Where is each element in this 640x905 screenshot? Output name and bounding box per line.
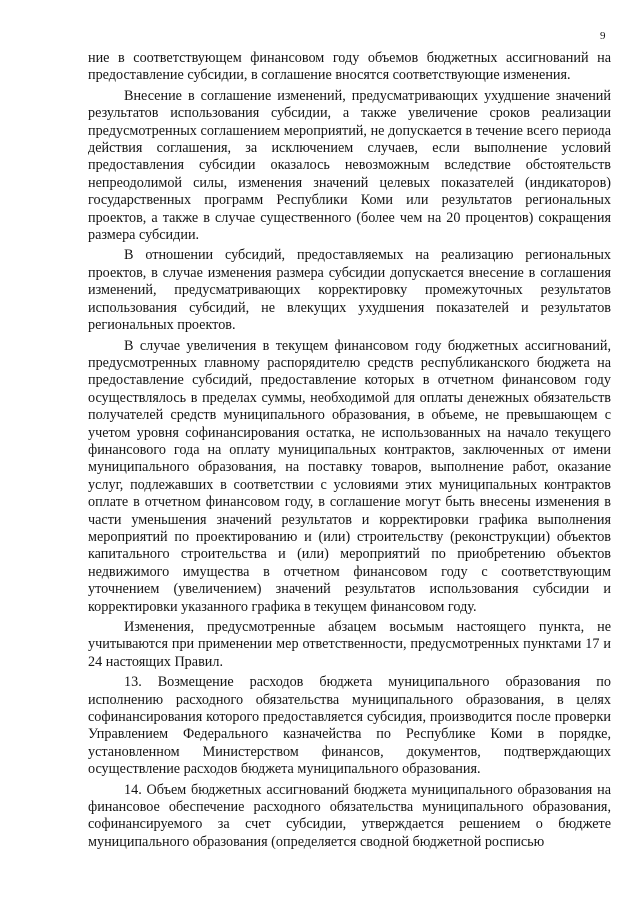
paragraph-regional-projects: В отношении субсидий, предоставляемых на реализацию региональных проектов, в случае изменения размера субсидии допускается внесение в соглашения изменений, предусматривающих корректировку промежуточных результатов использования субсидий, не влекущих ухудшения показателей и результатов региональных проектов. (88, 247, 611, 334)
paragraph-continuation: ние в соответствующем финансовом году объемов бюджетных ассигнований на предоставление субсидии, в соглашение вносятся соответствующие изменения. (88, 50, 611, 84)
paragraph-item-13: 13. Возмещение расходов бюджета муниципального образования по исполнению расходного обязательства муниципального образования, в целях софинансирования которого предоставляется субсидия, производится после проверки Управлением Федерального казначейства по Республике Коми в порядке, установленном Министерством финансов, документов, подтверждающих осуществление расходов бюджета муниципального образования. (88, 674, 611, 778)
paragraph-liability-exemption: Изменения, предусмотренные абзацем восьмым настоящего пункта, не учитываются при применении мер ответственности, предусмотренных пунктами 17 и 24 настоящих Правил. (88, 619, 611, 670)
paragraph-amendment-restrictions: Внесение в соглашение изменений, предусматривающих ухудшение значений результатов использования субсидии, а также увеличение сроков реализации предусмотренных соглашением мероприятий, не допускается в течение всего периода действия соглашения, за исключением случаев, если выполнение условий предоставления субсидии оказалось невозможным вследствие обстоятельств непреодолимой силы, изменения значений целевых показателей (индикаторов) государственных программ Республики Коми или результатов региональных проектов, а также в случае существенного (более чем на 20 процентов) сокращения размера субсидии. (88, 87, 611, 244)
page-number: 9 (600, 30, 606, 42)
paragraph-item-14: 14. Объем бюджетных ассигнований бюджета муниципального образования на финансовое обеспечение расходного обязательства муниципального образования, софинансируемого за счет субсидии, утверждается решением о бюджете муниципального образования (определяется сводной бюджетной росписью (88, 781, 611, 850)
paragraph-budget-increase: В случае увеличения в текущем финансовом году бюджетных ассигнований, предусмотренных главному распорядителю средств республиканского бюджета на предоставление субсидий, предоставление которых в отчетном финансовом году осуществлялось в пределах суммы, необходимой для оплаты денежных обязательств получателей средств муниципального образования, в объеме, не превышающем с учетом уровня софинансирования остатка, не использованных на начало текущего финансового года на оплату муниципальных контрактов, заключенных от имени муниципального образования, на поставку товаров, выполнение работ, оказание услуг, подлежавших в соответствии с условиями этих муниципальных контрактов оплате в отчетном финансовом году, в соглашение могут быть внесены изменения в части уменьшения значений результатов и корректировки графика выполнения мероприятий по проектированию и (или) строительству (реконструкции) объектов капитального строительства и (или) мероприятий по приобретению объектов недвижимого имущества в отчетном финансовом году с соответствующим уточнением (увеличением) значений результатов использования субсидии и корректировки указанного графика в текущем финансовом году. (88, 337, 611, 615)
document-body (88, 50, 611, 854)
